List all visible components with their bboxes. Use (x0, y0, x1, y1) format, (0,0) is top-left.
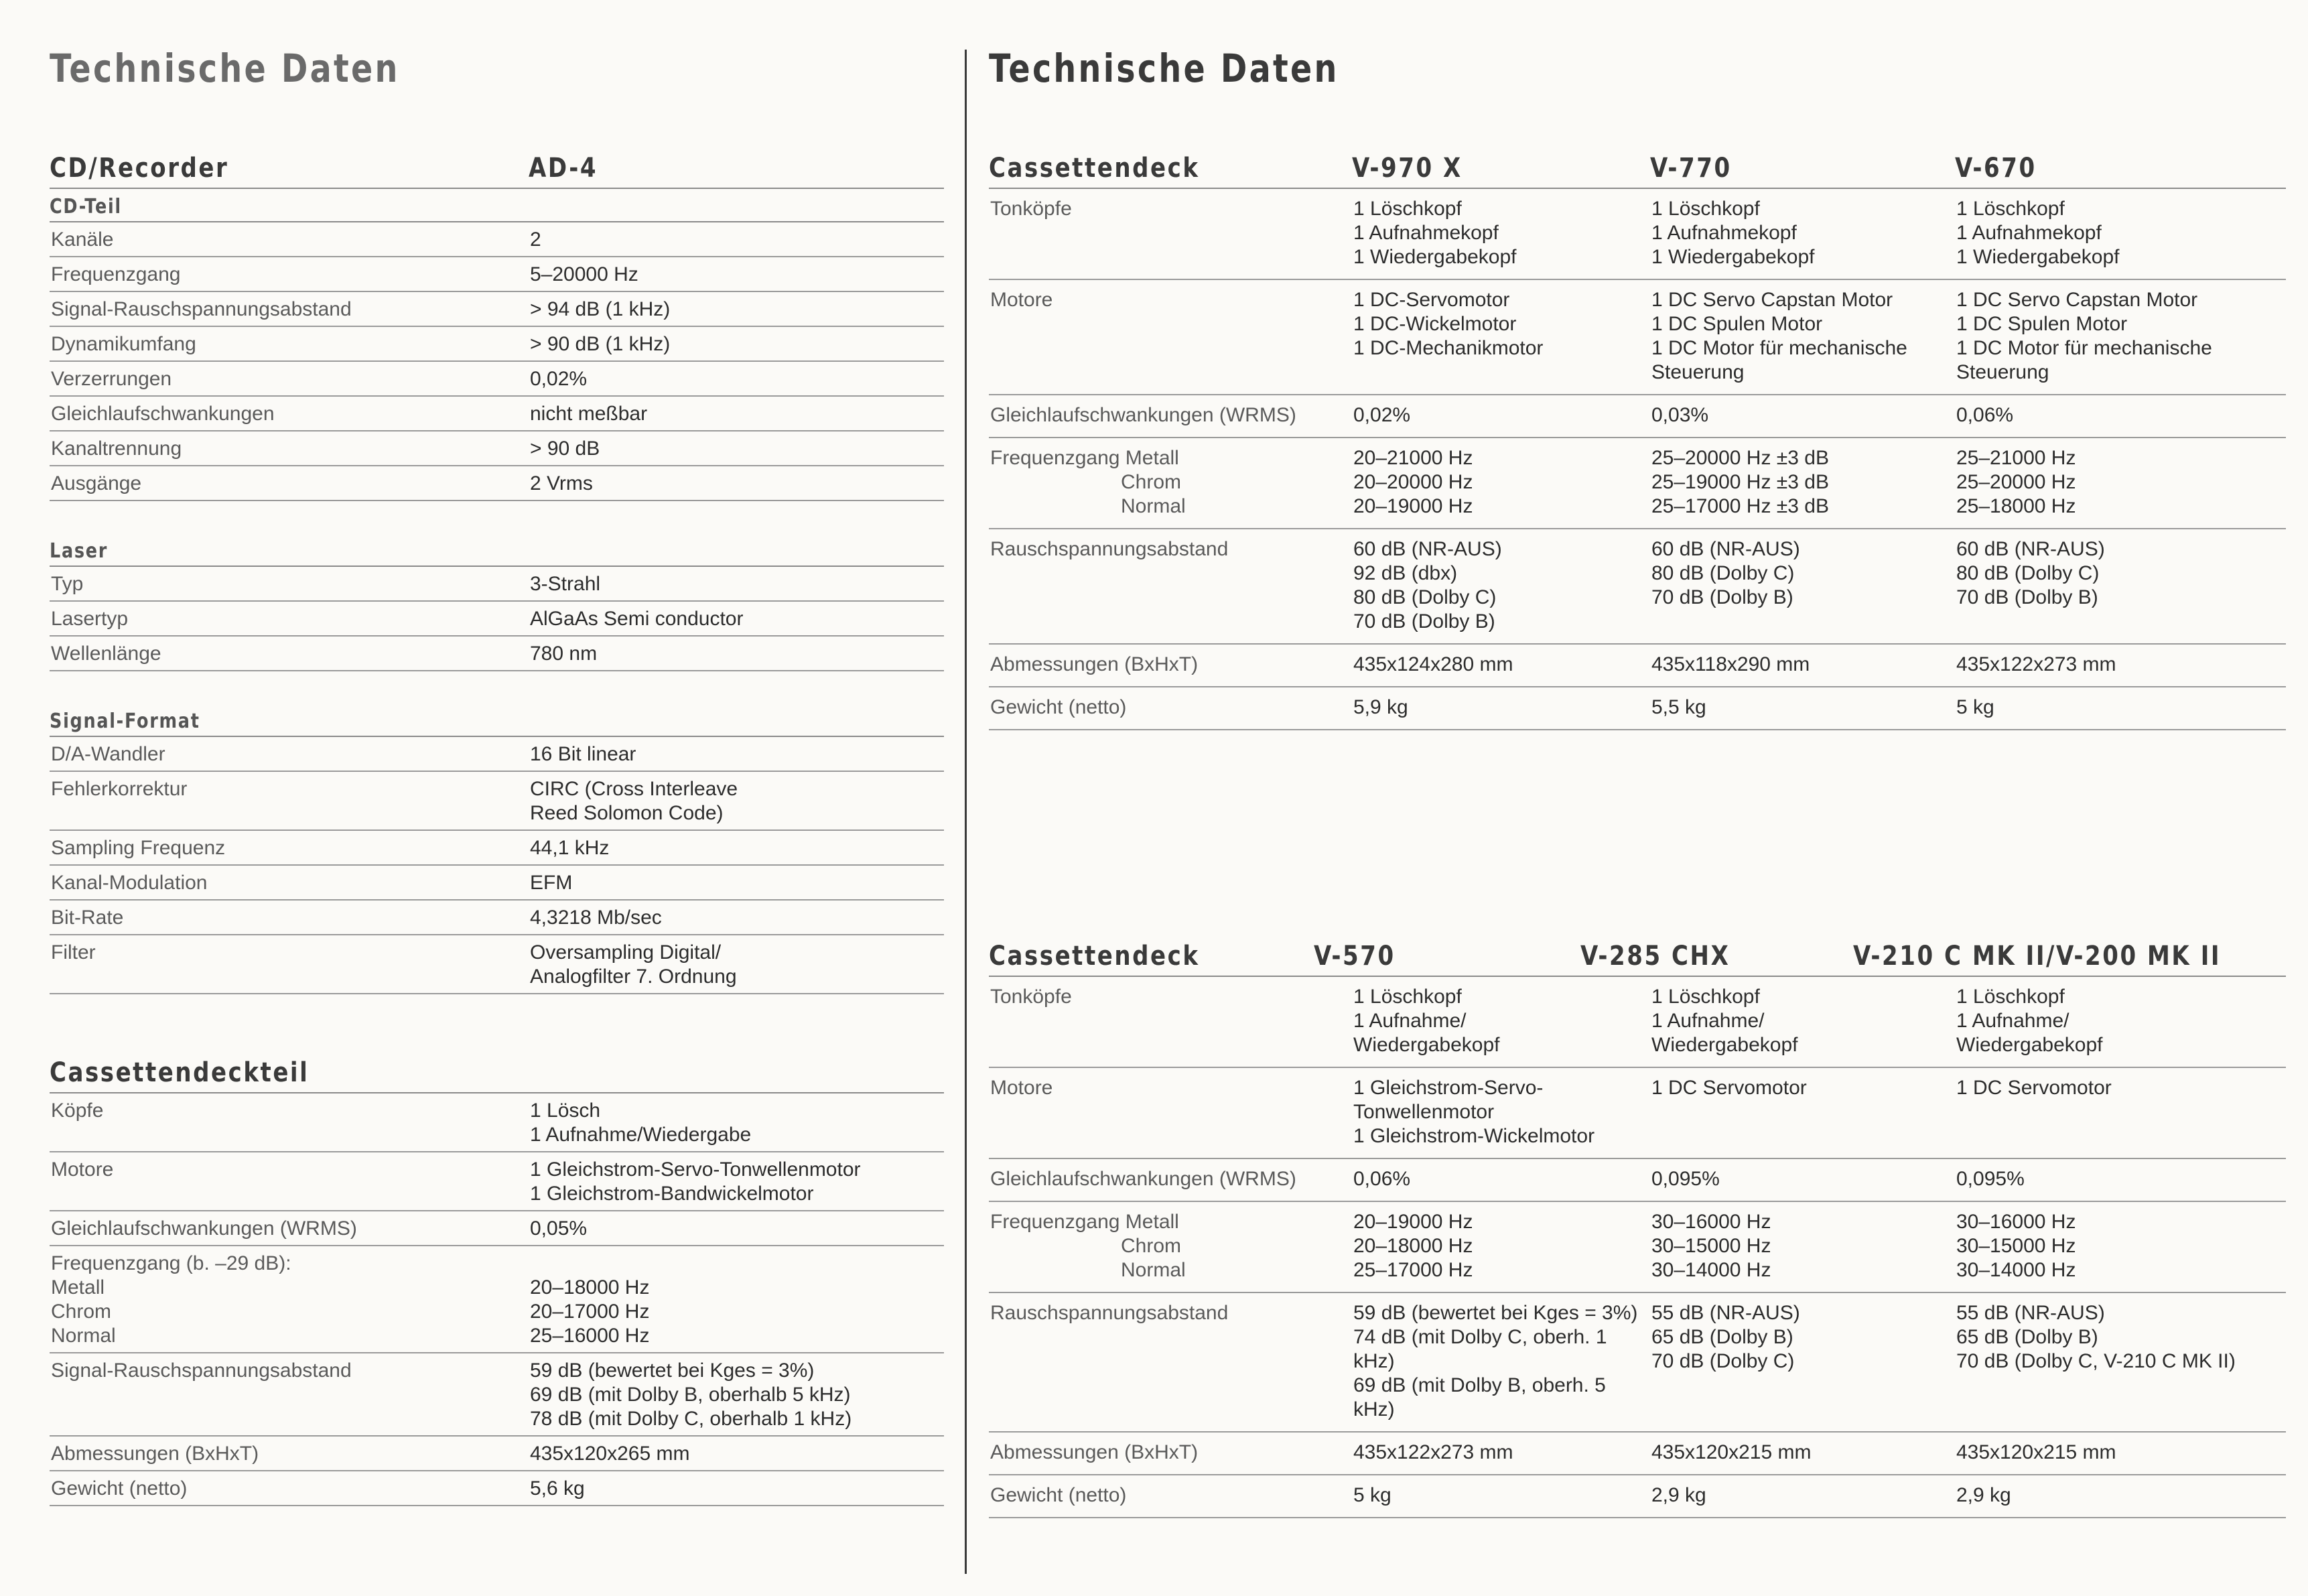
spec-value: 0,02% (530, 368, 588, 390)
spec-label-text: Motore (990, 1077, 1053, 1099)
spec-label: Signal-Rauschspannungsabstand (51, 298, 352, 320)
spec-label (989, 1159, 1353, 1201)
spec-label: Lasertyp (51, 608, 129, 630)
spec-label (989, 687, 1353, 729)
spec-value: 435x118x290 mm (1651, 653, 1810, 675)
spec-label: D/A-Wandler (51, 743, 165, 765)
spec-value: 0,095% (1651, 1168, 1720, 1190)
spec-label: Frequenzgang (51, 263, 181, 285)
spec-value: 5 kg (1353, 1484, 1391, 1506)
spec-value: 1 DC Servomotor (1651, 1077, 1807, 1099)
spec-value: 16 Bit linear (530, 743, 636, 765)
spec-value: 4,3218 Mb/sec (530, 907, 662, 929)
spec-label (989, 645, 1353, 686)
spec-value: 44,1 kHz (530, 837, 610, 859)
spec-row (50, 935, 944, 994)
spec-value: 1 Löschkopf 1 Aufnahme/ Wiedergabekopf (1353, 986, 1500, 1056)
spec-label (989, 1433, 1353, 1474)
spec-sublabel (990, 1258, 1353, 1282)
spec-sublabel-text: Chrom (1121, 471, 1182, 493)
spec-row (989, 1293, 2286, 1433)
spec-sublabel-text: Normal (1121, 1259, 1186, 1281)
spec-label: Sampling Frequenz (51, 837, 226, 859)
group-heading: CD-Teil (50, 195, 122, 218)
spec-label: Köpfe (51, 1100, 104, 1122)
spec-row (989, 1475, 2286, 1518)
spec-value: 2 (530, 228, 541, 251)
spec-value: 59 dB (bewertet bei Kges = 3%) 74 dB (mit Dolby C, oberh. 1 kHz) 69 dB (mit Dolby B, oberh. 5 kHz) (1353, 1302, 1638, 1420)
spec-label (989, 438, 1353, 528)
spec-label: Wellenlänge (51, 643, 161, 665)
spec-value: 59 dB (bewertet bei Kges = 3%) 69 dB (mit Dolby B, oberhalb 5 kHz) 78 dB (mit Dolby C, oberhalb 1 kHz) (530, 1359, 852, 1430)
spec-label: Verzerrungen (51, 368, 172, 390)
page-divider (965, 50, 967, 1574)
model-name: V-770 (1650, 153, 1732, 184)
model-name: V-285 CHX (1580, 941, 1730, 972)
spec-row (50, 362, 944, 397)
cassette-deck-header-2 (989, 918, 2286, 977)
cassette-deck-part-header (50, 1032, 944, 1093)
model-name: V-570 (1313, 941, 1396, 972)
spec-label-text: Frequenzgang Metall (990, 1211, 1179, 1233)
spec-value: 5,5 kg (1651, 696, 1706, 718)
cassette-deck-header-1 (989, 130, 2286, 189)
spec-value: 1 DC Servo Capstan Motor 1 DC Spulen Motor 1 DC Motor für mechanische Steuerung (1956, 289, 2212, 383)
spec-value: EFM (530, 872, 573, 894)
spec-label (989, 1068, 1353, 1158)
spec-label (989, 189, 1353, 279)
spec-value: 3-Strahl (530, 573, 601, 595)
spec-label-text: Abmessungen (BxHxT) (990, 1441, 1199, 1463)
section-title: Cassettendeck (989, 941, 1200, 972)
spec-value: 2,9 kg (1956, 1484, 2011, 1506)
spec-value: 5 kg (1956, 696, 1994, 718)
spec-label-text: Tonköpfe (990, 198, 1072, 220)
spec-value: 5–20000 Hz (530, 263, 638, 285)
spec-label (989, 1293, 1353, 1431)
spec-label-text: Rauschspannungsabstand (990, 538, 1229, 560)
spec-row (989, 1202, 2286, 1293)
spec-label (989, 1202, 1353, 1292)
spec-label: Abmessungen (BxHxT) (51, 1443, 259, 1465)
spec-label-text: Motore (990, 289, 1053, 311)
spec-value: AlGaAs Semi conductor (530, 608, 744, 630)
spec-value: 30–16000 Hz 30–15000 Hz 30–14000 Hz (1651, 1211, 1771, 1281)
spec-value: 1 Gleichstrom-Servo- Tonwellenmotor 1 Gleichstrom-Wickelmotor (1353, 1077, 1595, 1147)
cassette-deck-table-1 (989, 189, 2286, 730)
spec-row (50, 222, 944, 257)
spec-value: 0,03% (1651, 404, 1709, 426)
spec-value: 435x122x273 mm (1956, 653, 2116, 675)
spec-row (989, 529, 2286, 645)
cassette-section-title: Cassettendeckteil (50, 1057, 310, 1088)
group-heading-row (50, 527, 944, 567)
spec-row (989, 645, 2286, 687)
spec-label: Kanäle (51, 228, 114, 251)
spec-row (50, 1353, 944, 1437)
spec-value: 1 Löschkopf 1 Aufnahmekopf 1 Wiedergabekopf (1353, 198, 1517, 268)
spec-label: Gleichlaufschwankungen (51, 403, 275, 425)
group-heading-row (50, 697, 944, 737)
spec-value: 1 Löschkopf 1 Aufnahmekopf 1 Wiedergabekopf (1956, 198, 2120, 268)
spec-row (50, 1152, 944, 1211)
spec-label (989, 1475, 1353, 1517)
spec-value: 0,06% (1353, 1168, 1411, 1190)
spec-value: 20–18000 Hz 20–17000 Hz 25–16000 Hz (530, 1276, 650, 1347)
spec-value: 60 dB (NR-AUS) 92 dB (dbx) 80 dB (Dolby C) 70 dB (Dolby B) (1353, 538, 1502, 633)
spec-label: Typ (51, 573, 84, 595)
spec-value: 25–20000 Hz ±3 dB 25–19000 Hz ±3 dB 25–17000 Hz ±3 dB (1651, 447, 1829, 517)
spec-label: Fehlerkorrektur (51, 778, 188, 800)
spec-value: > 90 dB (1 kHz) (530, 333, 671, 355)
spec-value: 1 Löschkopf 1 Aufnahme/ Wiedergabekopf (1956, 986, 2103, 1056)
spec-row (50, 772, 944, 831)
section-title: CD/Recorder (50, 153, 229, 184)
spec-value: 55 dB (NR-AUS) 65 dB (Dolby B) 70 dB (Dolby C) (1651, 1302, 1800, 1372)
spec-row (50, 737, 944, 772)
spec-row (50, 866, 944, 901)
spec-row (50, 901, 944, 935)
spec-label: Dynamikumfang (51, 333, 196, 355)
spec-label: Kanaltrennung (51, 438, 182, 460)
spec-row (50, 327, 944, 362)
spec-label: Kanal-Modulation (51, 872, 208, 894)
spec-value: 60 dB (NR-AUS) 80 dB (Dolby C) 70 dB (Dolby B) (1651, 538, 1800, 608)
cassette-deck-table-2 (989, 977, 2286, 1518)
left-page (50, 0, 944, 1506)
spec-label: Gleichlaufschwankungen (WRMS) (51, 1217, 357, 1240)
spec-row (989, 189, 2286, 280)
spec-value: > 90 dB (530, 438, 600, 460)
spec-value: 1 Löschkopf 1 Aufnahme/ Wiedergabekopf (1651, 986, 1798, 1056)
spec-row (989, 1068, 2286, 1159)
spec-row (50, 831, 944, 866)
spec-label: Motore (51, 1158, 114, 1181)
model-name: V-970 X (1352, 153, 1463, 184)
group-heading: Laser (50, 539, 109, 563)
spec-row (50, 602, 944, 637)
spec-value: 1 Lösch 1 Aufnahme/Wiedergabe (530, 1100, 752, 1146)
spec-row (50, 1093, 944, 1152)
spec-value: 60 dB (NR-AUS) 80 dB (Dolby C) 70 dB (Dolby B) (1956, 538, 2105, 608)
spec-row (50, 257, 944, 292)
cassette-deck-part-table (50, 1093, 944, 1506)
spec-sublabel (990, 494, 1353, 519)
spec-row (989, 1433, 2286, 1475)
group-heading: Signal-Format (50, 710, 200, 733)
spec-sublabel-text: Chrom (1121, 1235, 1182, 1257)
cd-recorder-table (50, 189, 944, 994)
spec-label: Filter (51, 941, 96, 963)
spec-value: 780 nm (530, 643, 598, 665)
spec-value: 20–21000 Hz 20–20000 Hz 20–19000 Hz (1353, 447, 1473, 517)
spec-row (989, 395, 2286, 438)
spec-value: 435x122x273 mm (1353, 1441, 1513, 1463)
spec-value: Oversampling Digital/ Analogfilter 7. Ordnung (530, 941, 737, 988)
spec-label-text: Tonköpfe (990, 986, 1072, 1008)
model-name: V-670 (1955, 153, 2037, 184)
spec-value: 1 Gleichstrom-Servo-Tonwellenmotor 1 Gleichstrom-Bandwickelmotor (530, 1158, 861, 1205)
spec-row (50, 1211, 944, 1246)
spec-value: CIRC (Cross Interleave Reed Solomon Code) (530, 778, 738, 824)
spec-value: 1 DC Servomotor (1956, 1077, 2112, 1099)
spec-label-text: Frequenzgang Metall (990, 447, 1179, 469)
cd-recorder-header (50, 130, 944, 189)
spec-value: 435x120x215 mm (1651, 1441, 1812, 1463)
spec-row (989, 280, 2286, 395)
spec-value: 435x120x215 mm (1956, 1441, 2116, 1463)
spec-value: 435x120x265 mm (530, 1443, 690, 1465)
spec-row (50, 397, 944, 431)
section-title: Cassettendeck (989, 153, 1200, 184)
spec-row (50, 1471, 944, 1506)
spec-row (50, 431, 944, 466)
spec-label: Frequenzgang (b. –29 dB): Metall Chrom Normal (51, 1252, 291, 1347)
spec-label (989, 977, 1353, 1067)
spec-sublabel (990, 1234, 1353, 1258)
spec-row (989, 687, 2286, 730)
spec-sublabel (990, 470, 1353, 494)
spec-label (989, 280, 1353, 394)
spec-value: 1 DC-Servomotor 1 DC-Wickelmotor 1 DC-Mechanikmotor (1353, 289, 1544, 359)
group-heading-row (50, 189, 944, 222)
spec-value: 5,9 kg (1353, 696, 1408, 718)
model-name: V-210 C MK II/V-200 MK II (1852, 941, 2222, 972)
spec-value: 2 Vrms (530, 472, 593, 494)
spec-value: 435x124x280 mm (1353, 653, 1513, 675)
spec-value: 0,02% (1353, 404, 1411, 426)
spec-value: 25–21000 Hz 25–20000 Hz 25–18000 Hz (1956, 447, 2076, 517)
spec-label: Signal-Rauschspannungsabstand (51, 1359, 352, 1382)
spec-row (50, 1246, 944, 1353)
spec-row (50, 1437, 944, 1471)
spec-value: > 94 dB (1 kHz) (530, 298, 671, 320)
spec-value: 1 Löschkopf 1 Aufnahmekopf 1 Wiedergabekopf (1651, 198, 1815, 268)
spec-label-text: Gleichlaufschwankungen (WRMS) (990, 1168, 1296, 1190)
spec-label (989, 529, 1353, 643)
spec-value: 30–16000 Hz 30–15000 Hz 30–14000 Hz (1956, 1211, 2076, 1281)
spec-value: 55 dB (NR-AUS) 65 dB (Dolby B) 70 dB (Dolby C, V-210 C MK II) (1956, 1302, 2236, 1372)
page-title: Technische Daten (50, 46, 400, 91)
spec-value: 0,06% (1956, 404, 2014, 426)
spec-value: nicht meßbar (530, 403, 648, 425)
page-title-right: Technische Daten (989, 46, 1339, 91)
spec-label (989, 395, 1353, 437)
spec-row (989, 1159, 2286, 1202)
spec-label: Ausgänge (51, 472, 142, 494)
spec-value: 5,6 kg (530, 1477, 585, 1500)
spec-label: Gewicht (netto) (51, 1477, 188, 1500)
spec-sublabel-text: Normal (1121, 495, 1186, 517)
spec-value: 0,05% (530, 1217, 588, 1240)
spec-row (50, 466, 944, 501)
spec-label-text: Abmessungen (BxHxT) (990, 653, 1199, 675)
spec-label-text: Rauschspannungsabstand (990, 1302, 1229, 1324)
spec-row (50, 637, 944, 671)
spec-label-text: Gewicht (netto) (990, 1484, 1127, 1506)
spec-row (989, 438, 2286, 529)
spec-value: 2,9 kg (1651, 1484, 1706, 1506)
model-name: AD-4 (529, 153, 598, 184)
spec-row (50, 567, 944, 602)
spec-value: 20–19000 Hz 20–18000 Hz 25–17000 Hz (1353, 1211, 1473, 1281)
right-page (989, 0, 2286, 1518)
spec-row (50, 292, 944, 327)
spec-value: 0,095% (1956, 1168, 2025, 1190)
spec-row (989, 977, 2286, 1068)
spec-label-text: Gewicht (netto) (990, 696, 1127, 718)
spec-label-text: Gleichlaufschwankungen (WRMS) (990, 404, 1296, 426)
spec-label: Bit-Rate (51, 907, 124, 929)
spec-value: 1 DC Servo Capstan Motor 1 DC Spulen Motor 1 DC Motor für mechanische Steuerung (1651, 289, 1907, 383)
